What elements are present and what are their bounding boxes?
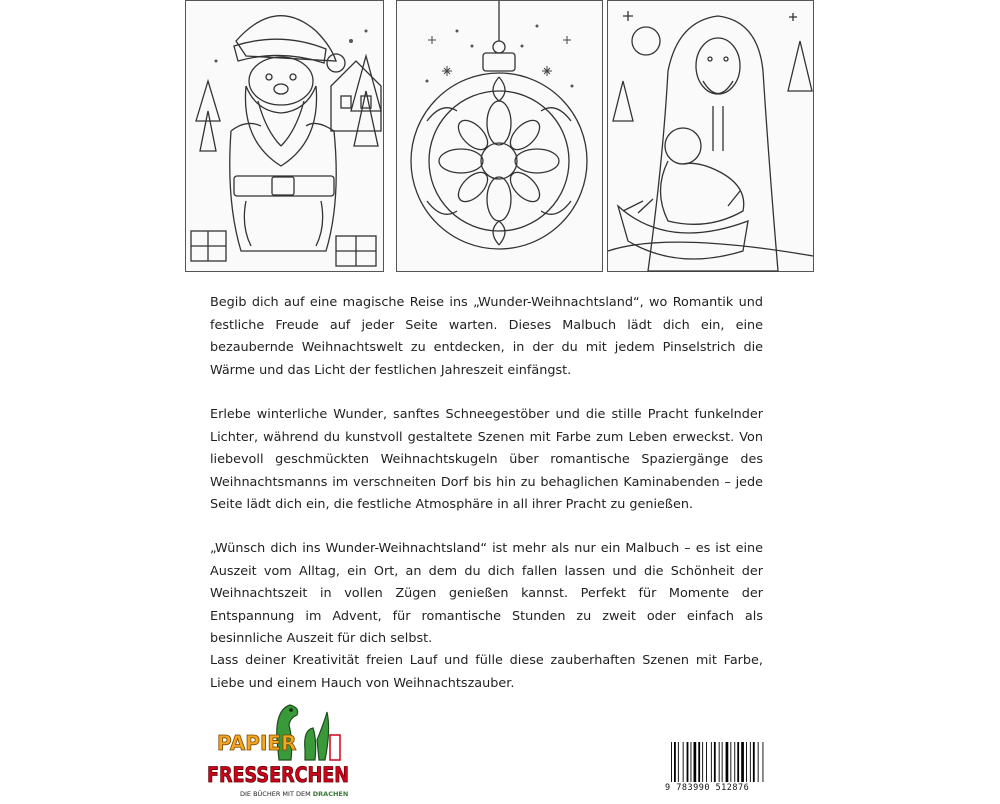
isbn-barcode xyxy=(665,742,770,797)
description-paragraph-3: „Wünsch dich ins Wunder-Weihnachtsland“ ist mehr als nur ein Malbuch – es ist eine Auszeit vom Alltag, ein Ort, an dem du dich fallen lassen und die Schönheit der Weihnachtszeit in vollen Zügen genießen kannst. Perfekt für Momente der Entspannung im Advent, für romantische Stunden zu zweit oder einfach als besinnliche Auszeit für dich selbst. xyxy=(210,541,763,646)
santa-illustration xyxy=(185,0,384,272)
svg-text:DIE BÜCHER MIT DEM DRACHEN: DIE BÜCHER MIT DEM DRACHEN xyxy=(240,790,349,798)
christmas-ornament-icon xyxy=(397,1,602,271)
svg-text:PAPIER: PAPIER xyxy=(217,731,297,755)
nativity-illustration xyxy=(607,0,814,272)
barcode-bars xyxy=(671,742,767,782)
description-paragraph-2: Erlebe winterliche Wunder, sanftes Schneegestöber und die stille Pracht funkelnder Lichter, während du kunstvoll gestaltete Szenen mit Farbe zum Leben erweckst. Von liebevoll geschmückten Weihnachtskugeln über romantische Spaziergänge des Weihnachtsmanns im verschneiten Dorf bis hin zu behaglichen Kaminabenden – jede Seite lädt dich ein, die festliche Atmosphäre in all ihrer Pracht zu genießen. xyxy=(210,407,763,512)
isbn-number: 9 783990 512876 xyxy=(665,783,750,793)
nativity-icon xyxy=(608,1,813,271)
dragon-logo-icon xyxy=(205,700,355,800)
svg-text:FRESSERCHEN: FRESSERCHEN xyxy=(207,763,349,787)
description-paragraph-4: Lass deiner Kreativität freien Lauf und fülle diese zauberhaften Szenen mit Farbe, Liebe und einem Hauch von Weihnachtszauber. xyxy=(210,653,763,691)
description-paragraph-1: Begib dich auf eine magische Reise ins „Wunder-Weihnachtsland“, wo Romantik und festliche Freude auf jeder Seite warten. Dieses Malbuch lädt dich ein, eine bezaubernde Weihnachtswelt zu entdecken, in der du mit jedem Pinselstrich die Wärme und das Licht der festlichen Jahreszeit einfängst. xyxy=(210,295,763,378)
publisher-logo xyxy=(205,700,355,800)
santa-claus-icon xyxy=(186,1,383,271)
ornament-illustration xyxy=(396,0,603,272)
